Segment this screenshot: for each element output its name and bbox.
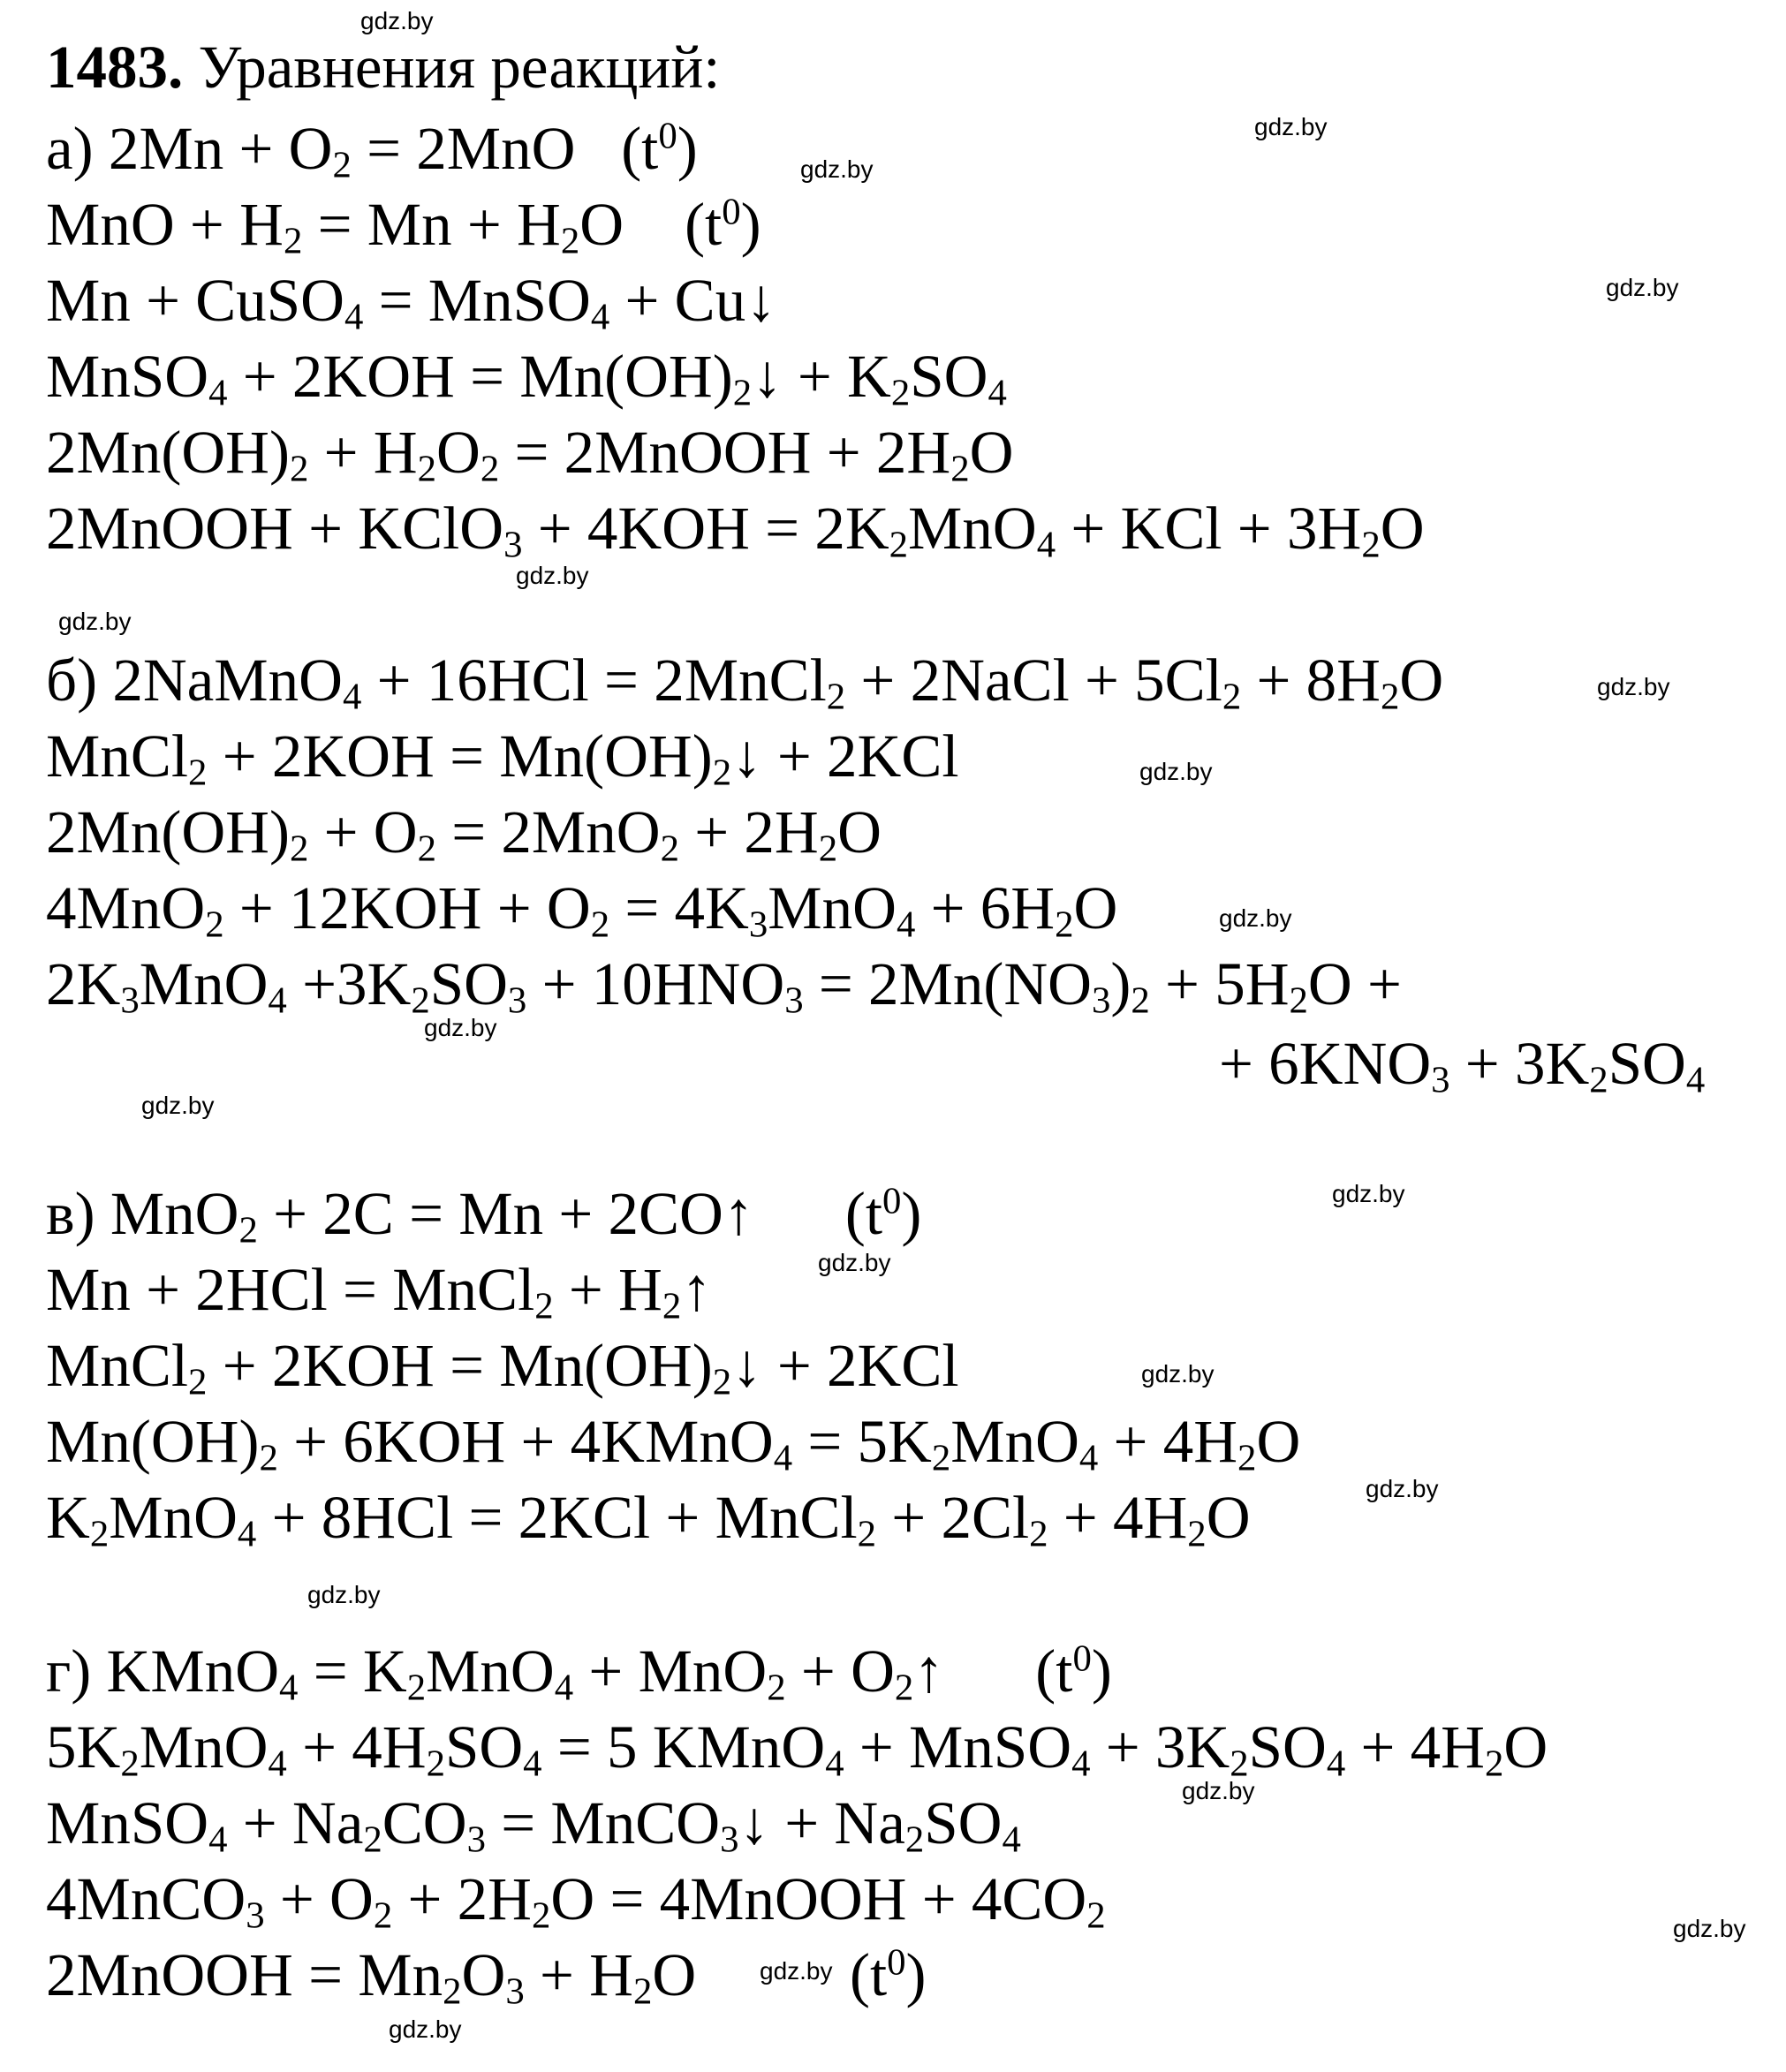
- watermark: gdz.by: [1219, 904, 1292, 932]
- problem-heading: Уравнения реакций:: [198, 34, 721, 101]
- equation-a-3: Mn + CuSO$_4$ = MnSO$_4$ + Cu↓: [46, 267, 776, 338]
- problem-number: 1483.: [46, 34, 184, 101]
- equation-a-2: MnO + $H_2 = Mn + H_2O$ $(t^0)$: [46, 191, 761, 262]
- watermark: gdz.by: [1332, 1180, 1405, 1207]
- equation-b-5-continued: + $6KNO_3 + 3K_2SO_4$: [1219, 1030, 1706, 1101]
- equation-g-5-condition: $(t^0)$: [850, 1941, 927, 2008]
- equation-a-6: 2MnOOH + KClO$_3$ + $4KOH = 2K_2MnO_4$ + KCl + $3H_2O$: [46, 495, 1425, 566]
- watermark: gdz.by: [760, 1957, 833, 1985]
- watermark: gdz.by: [307, 1581, 381, 1608]
- equation-b-2: MnCl$_2$ + $2KOH = Mn(OH)_2↓ + 2KCl$: [46, 722, 959, 794]
- equation-b-3: $2Mn(OH)_2 + O_2 = 2MnO_2 + 2H_2O$: [46, 798, 882, 870]
- watermark: gdz.by: [424, 1014, 497, 1041]
- watermark: gdz.by: [516, 562, 589, 589]
- watermark: gdz.by: [1139, 758, 1213, 785]
- equation-v-1: в) MnO$_2$ + 2C = Mn + 2CO↑ $(t^0)$: [46, 1180, 922, 1252]
- watermark: gdz.by: [1673, 1915, 1746, 1942]
- watermark: gdz.by: [1366, 1475, 1439, 1502]
- watermark: gdz.by: [389, 2015, 462, 2043]
- watermark: gdz.by: [360, 7, 434, 34]
- equation-g-2: $5K_2MnO_4 + 4H_2SO_4 = 5$ KMnO$_4$ + MnSO$_4$ + $3K_2SO_4 + 4H_2O$: [46, 1713, 1548, 1785]
- equation-a-1: а) $2Mn + O_2 = 2MnO$ $(t^0)$: [46, 115, 698, 186]
- watermark: gdz.by: [141, 1092, 215, 1119]
- equation-a-5: $2Mn(OH)_2 + H_2O_2$ = 2MnOOH + $2H_2O$: [46, 419, 1014, 490]
- section-label-v: в): [46, 1180, 95, 1247]
- section-label-g: г): [46, 1637, 92, 1705]
- equation-g-3: MnSO$_4$ + $Na_2CO_3$ = MnCO$_3$↓ + $Na_2SO_4$: [46, 1789, 1021, 1861]
- section-label-a: а): [46, 115, 94, 182]
- section-label-b: б): [46, 647, 98, 714]
- equation-v-5: $K_2MnO_4 + 8HCl = 2KCl$ + MnCl$_2$ + $2Cl_2 + 4H_2O$: [46, 1484, 1251, 1555]
- equation-g-1: г) KMnO$_4$ = $K_2MnO_4 + MnO_2$ + $O_2↑$ $(t^0)$: [46, 1637, 1112, 1709]
- equation-b-5: $2K_3MnO_4 +3K_2SO_3 + 10HNO_3 = 2Mn(NO_3)_2 + 5H_2O$ +: [46, 950, 1402, 1022]
- problem-title: [46, 32, 720, 102]
- equation-g-4: 4MnCO$_3$ + $O_2 + 2H_2O$ = 4MnOOH + $4CO_2$: [46, 1865, 1106, 1937]
- equation-v-3: MnCl$_2$ + $2KOH = Mn(OH)_2↓ + 2KCl$: [46, 1332, 959, 1403]
- watermark: gdz.by: [1141, 1360, 1215, 1388]
- equation-v-2: Mn + 2HCl = MnCl$_2$ + $H_2↑$: [46, 1256, 712, 1327]
- equation-b-4: $4MnO_2 + 12KOH + O_2 = 4K_3MnO_4 + 6H_2O$: [46, 874, 1118, 946]
- equation-a-4: MnSO$_4$ + $2KOH = Mn(OH)_2↓ + K_2SO_4$: [46, 343, 1007, 414]
- watermark: gdz.by: [1606, 274, 1679, 301]
- watermark: gdz.by: [818, 1249, 891, 1276]
- watermark: gdz.by: [1182, 1777, 1255, 1804]
- equation-b-1: б) 2NaMnO$_4$ + 16HCl = 2MnCl$_2$ + 2NaCl + $5Cl_2 + 8H_2O$: [46, 647, 1444, 718]
- watermark: gdz.by: [1254, 113, 1328, 140]
- equation-v-4: $Mn(OH)_2 + 6KOH$ + 4KMnO$_4$ = $5K_2MnO_4 + 4H_2O$: [46, 1408, 1301, 1479]
- watermark: gdz.by: [800, 155, 874, 183]
- equation-g-5: 2MnOOH = $Mn_2O_3 + H_2O$: [46, 1941, 697, 2013]
- watermark: gdz.by: [1597, 673, 1670, 700]
- watermark: gdz.by: [58, 608, 132, 635]
